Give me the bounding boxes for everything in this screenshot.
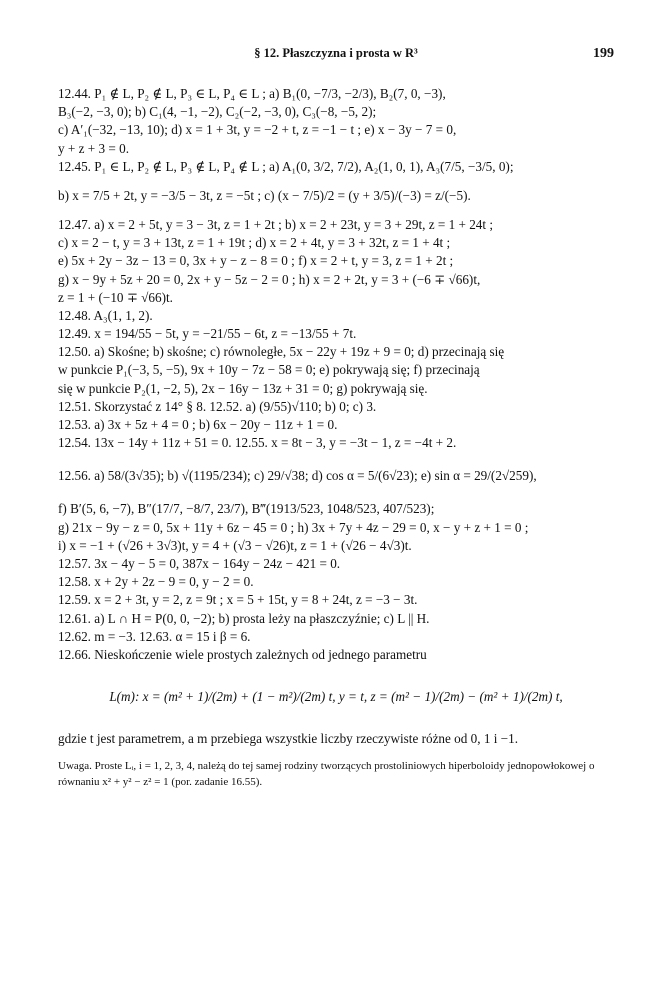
family-formula: L(m): x = (m² + 1)/(2m) + (1 − m²)/(2m) t, y = t, z = (m² − 1)/(2m) − (m² + 1)/(2m) t, bbox=[109, 689, 563, 705]
answer-line: w punkcie P₁(−3, 5, −5), 9x + 10y − 7z − 58 = 0; e) pokrywają się; f) przecinają bbox=[58, 362, 480, 378]
answer-line: 12.58. x + 2y + 2z − 9 = 0, y − 2 = 0. bbox=[58, 574, 254, 590]
answer-line: 12.56. a) 58/(3√35); b) √(1195/234); c) 29/√38; d) cos α = 5/(6√23); e) sin α = 29/(2√259), bbox=[58, 468, 537, 484]
page-header bbox=[58, 46, 614, 66]
answer-line: c) x = 2 − t, y = 3 + 13t, z = 1 + 19t ; d) x = 2 + 4t, y = 3 + 32t, z = 1 + 4t ; bbox=[58, 235, 451, 251]
answer-line: 12.47. a) x = 2 + 5t, y = 3 − 3t, z = 1 + 2t ; b) x = 2 + 23t, y = 3 + 29t, z = 1 + 24t ; bbox=[58, 216, 494, 232]
answer-line: 12.48. A₃(1, 1, 2). bbox=[58, 307, 153, 323]
answer-line: e) 5x + 2y − 3z − 13 = 0, 3x + y − z − 8 = 0 ; f) x = 2 + t, y = 3, z = 1 + 2t ; bbox=[58, 253, 454, 269]
answer-line: 12.57. 3x − 4y − 5 = 0, 387x − 164y − 24z − 421 = 0. bbox=[58, 555, 341, 571]
remark-note: Uwaga. Proste Lᵢ, i = 1, 2, 3, 4, należą do tej samej rodziny tworzących prostoliniowych hiperboloidy jednopowłokowej o równaniu x² + y² − z² = 1 (por. zadanie 16.55). bbox=[58, 760, 595, 789]
answer-line: y + z + 3 = 0. bbox=[58, 140, 130, 156]
answer-line: 12.49. x = 194/55 − 5t, y = −21/55 − 6t, z = −13/55 + 7t. bbox=[58, 326, 357, 342]
answer-line: 12.61. a) L ∩ H = P(0, 0, −2); b) prosta leży na płaszczyźnie; c) L || H. bbox=[58, 610, 430, 626]
answer-line: c) A′₁(−32, −13, 10); d) x = 1 + 3t, y = −2 + t, z = −1 − t ; e) x − 3y − 7 = 0, bbox=[58, 122, 457, 138]
answer-line: 12.45. P₁ ∈ L, P₂ ∉ L, P₃ ∉ L, P₄ ∉ L ; a) A₁(0, 3/2, 7/2), A₂(1, 0, 1), A₃(7/5, −3/5, 0); bbox=[58, 158, 514, 174]
answer-line: i) x = −1 + (√26 + 3√3)t, y = 4 + (√3 − √26)t, z = 1 + (√26 − 4√3)t. bbox=[58, 537, 412, 553]
running-title: § 12. Płaszczyzna i prosta w R³ bbox=[254, 46, 418, 60]
answer-line: g) x − 9y + 5z + 20 = 0, 2x + y − 5z − 2 = 0 ; h) x = 2 + 2t, y = 3 + (−6 ∓ √66)t, bbox=[58, 271, 481, 287]
answer-line: się w punkcie P₂(1, −2, 5), 2x − 16y − 13z + 31 = 0; g) pokrywają się. bbox=[58, 380, 428, 396]
answers-section bbox=[58, 85, 614, 790]
closing-line: gdzie t jest parametrem, a m przebiega wszystkie liczby rzeczywiste różne od 0, 1 i −1. bbox=[58, 731, 519, 747]
answer-line: 12.66. Nieskończenie wiele prostych zależnych od jednego parametru bbox=[58, 646, 427, 662]
answer-line: 12.62. m = −3. 12.63. α = 15 i β = 6. bbox=[58, 628, 251, 644]
answer-line: 12.59. x = 2 + 3t, y = 2, z = 9t ; x = 5 + 15t, y = 8 + 24t, z = −3 − 3t. bbox=[58, 592, 418, 608]
answer-line: 12.53. a) 3x + 5z + 4 = 0 ; b) 6x − 20y − 11z + 1 = 0. bbox=[58, 417, 338, 432]
answer-line: b) x = 7/5 + 2t, y = −3/5 − 3t, z = −5t ; c) (x − 7/5)/2 = (y + 3/5)/(−3) = z/(−5). bbox=[58, 187, 471, 203]
answer-line: 12.50. a) Skośne; b) skośne; c) równoległe, 5x − 22y + 19z + 9 = 0; d) przecinają się bbox=[58, 344, 505, 360]
page-number: 199 bbox=[593, 46, 614, 61]
answer-line: f) B′(5, 6, −7), B″(17/7, −8/7, 23/7), B‴(1913/523, 1048/523, 407/523); bbox=[58, 501, 435, 517]
answer-line: 12.44. P₁ ∉ L, P₂ ∉ L, P₃ ∈ L, P₄ ∈ L ; a) B₁(0, −7/3, −2/3), B₂(7, 0, −3), bbox=[58, 86, 446, 101]
answer-line: B₃(−2, −3, 0); b) C₁(4, −1, −2), C₂(−2, −3, 0), C₃(−8, −5, 2); bbox=[58, 104, 377, 120]
answer-line: 12.54. 13x − 14y + 11z + 51 = 0. 12.55. x = 8t − 3, y = −3t − 1, z = −4t + 2. bbox=[58, 435, 457, 451]
answer-line: 12.51. Skorzystać z 14° § 8. 12.52. a) (9/55)√110; b) 0; c) 3. bbox=[58, 398, 377, 414]
answer-line: g) 21x − 9y − z = 0, 5x + 11y + 6z − 45 = 0 ; h) 3x + 7y + 4z − 29 = 0, x − y + z + 1 = 0 ; bbox=[58, 519, 529, 535]
answer-line: z = 1 + (−10 ∓ √66)t. bbox=[58, 289, 173, 305]
